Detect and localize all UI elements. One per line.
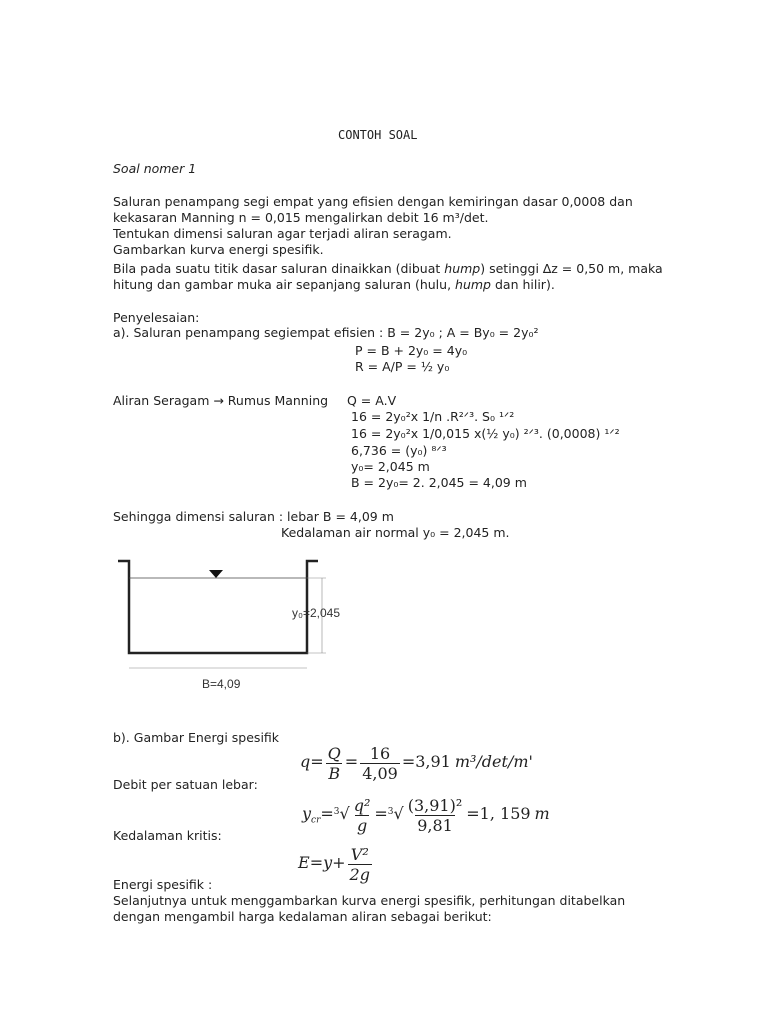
manning-eq-4: 6,736 = (y₀) ⁸ᐟ³ (351, 443, 447, 458)
width-label: B=4,09 (202, 677, 241, 691)
manning-eq-1: Q = A.V (347, 393, 397, 408)
solution-a-perimeter: P = B + 2y₀ = 4y₀ (355, 343, 468, 358)
problem-heading: Soal nomer 1 (113, 161, 197, 176)
kritis-label: Kedalaman kritis: (113, 828, 222, 843)
formula-q: q= $\frac{Q}{B}$ = $\frac{16}{4,09}$ =3,91 m³/det/m' (300, 744, 533, 783)
dimension-line-1: Sehingga dimensi saluran : lebar B = 4,09 m (113, 509, 394, 524)
problem-line-2: kekasaran Manning n = 0,015 mengalirkan debit 16 m³/det. (113, 210, 489, 225)
closing-line-1: Selanjutnya untuk menggambarkan kurva energi spesifik, perhitungan ditabelkan (113, 893, 626, 908)
manning-eq-5: y₀= 2,045 m (351, 459, 430, 474)
energi-label: Energi spesifik : (113, 877, 213, 892)
part-b-heading: b). Gambar Energi spesifik (113, 730, 280, 745)
closing-line-2: dengan mengambil harga kedalaman aliran sebagai berikut: (113, 909, 492, 924)
formula-energy: E=y+ $\frac{\text{V²}}{2g}$ (298, 845, 370, 884)
problem-line-1: Saluran penampang segi empat yang efisien dengan kemiringan dasar 0,0008 dan (113, 194, 633, 209)
debit-label: Debit per satuan lebar: (113, 777, 258, 792)
problem-line-5: Bila pada suatu titik dasar saluran dinaikkan (dibuat hump) setinggi ∆z = 0,50 m, maka (113, 261, 663, 276)
problem-line-6: hitung dan gambar muka air sepanjang saluran (hulu, hump dan hilir). (113, 277, 555, 292)
problem-line-3: Tentukan dimensi saluran agar terjadi aliran seragam. (113, 226, 452, 241)
water-surface-symbol (209, 570, 223, 578)
solution-heading: Penyelesaian: (113, 310, 200, 325)
manning-label: Aliran Seragam → Rumus Manning (113, 393, 329, 408)
dimension-line-2: Kedalaman air normal y₀ = 2,045 m. (281, 525, 510, 540)
solution-a-radius: R = A/P = ½ y₀ (355, 359, 450, 374)
manning-eq-2: 16 = 2y₀²x 1/n .R²ᐟ³. S₀ ¹ᐟ² (351, 409, 515, 424)
channel-cross-section (110, 556, 350, 696)
problem-line-4: Gambarkan kurva energi spesifik. (113, 242, 324, 257)
manning-eq-6: B = 2y₀= 2. 2,045 = 4,09 m (351, 475, 527, 490)
page-title: CONTOH SOAL (338, 128, 418, 142)
depth-label: y₀=2,045 (292, 606, 341, 620)
solution-a-line: a). Saluran penampang segiempat efisien : B = 2y₀ ; A = By₀ = 2y₀² (113, 325, 539, 340)
formula-ycr: $y_{cr}=^3√$ $\frac{\text{q²}}{g}$ =$^3$√ $\frac{\text{(3,91)²}}{9,81}$ =1, 159 m (302, 796, 550, 835)
manning-eq-3: 16 = 2y₀²x 1/0,015 x(½ y₀) ²ᐟ³. (0,0008) ¹ᐟ² (351, 426, 620, 441)
